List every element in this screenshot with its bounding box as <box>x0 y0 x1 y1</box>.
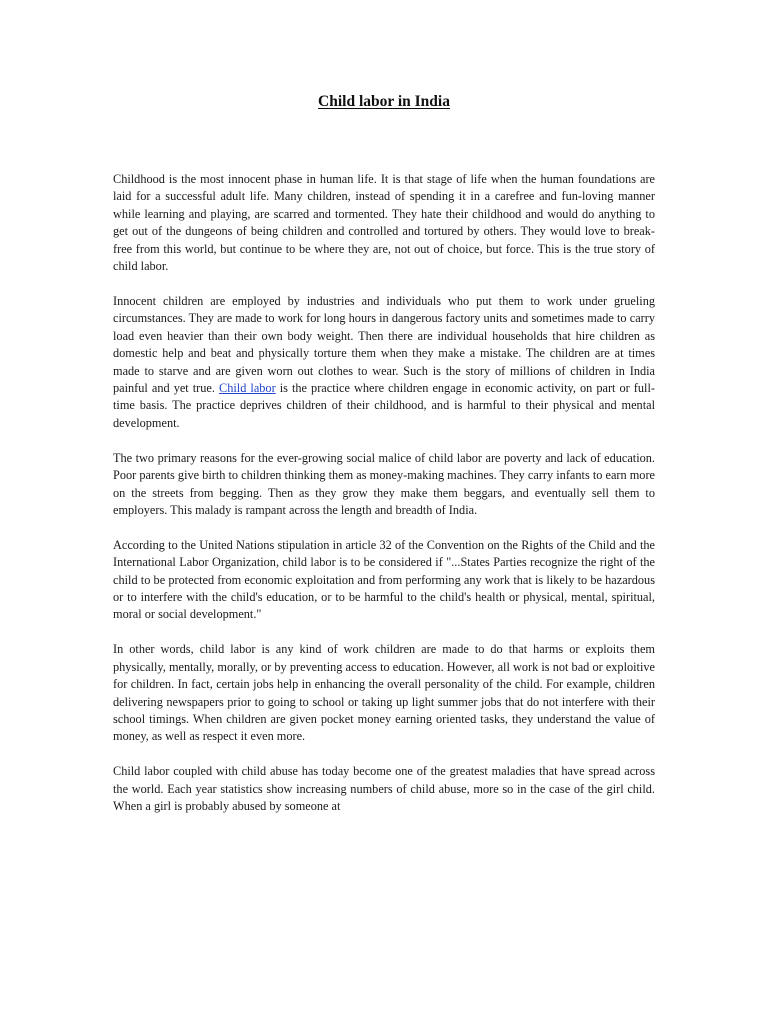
paragraph-3: The two primary reasons for the ever-growing social malice of child labor are poverty and lack of education. Poor parents give birth to children thinking them as money-making machines. They carry infants to earn more on the streets from begging. Then as they grow they make them beggars, and eventually sell them to employers. This malady is rampant across the length and breadth of India. <box>113 450 655 517</box>
paragraph-2 <box>113 293 655 432</box>
document-body <box>113 171 655 816</box>
paragraph-1: Childhood is the most innocent phase in human life. It is that stage of life when the human foundations are laid for a successful adult life. Many children, instead of spending it in a carefree and fun-loving manner while learning and playing, are scarred and tormented. They hate their childhood and would do anything to get out of the dungeons of being children and controlled and tortured by others. They would love to break-free from this world, but continue to be where they are, not out of choice, but force. This is the true story of child labor. <box>113 172 655 274</box>
child-labor-link[interactable]: Child labor <box>219 380 276 395</box>
paragraph-4: According to the United Nations stipulation in article 32 of the Convention on the Rights of the Child and the International Labor Organization, child labor is to be considered if "...States Parties recognize the right of the child to be protected from economic exploitation and from performing any work that is likely to be hazardous or to interfere with the child's education, or to be harmful to the child's health or physical, mental, spiritual, moral or social development." <box>113 537 655 622</box>
page-title-text: Child labor in India <box>318 93 450 110</box>
paragraph-6: Child labor coupled with child abuse has today become one of the greatest maladies that have spread across the world. Each year statistics show increasing numbers of child abuse, more so in the case of the girl child. When a girl is probably abused by someone at <box>113 764 655 814</box>
page-title <box>0 93 768 111</box>
paragraph-5: In other words, child labor is any kind of work children are made to do that harms or exploits them physically, mentally, morally, or by preventing access to education. However, all work is not bad or exploitive for children. In fact, certain jobs help in enhancing the overall personality of the child. For example, children delivering newspapers prior to going to school or taking up light summer jobs that do not interfere with their school timings. When children are given pocket money earning oriented tasks, they understand the value of money, as well as respect it even more. <box>113 642 655 744</box>
paragraph-2-after-link: is the practice where children engage in economic activity, on part or full-time basis. The practice deprives children of their childhood, and is harmful to their physical and mental development. <box>113 380 655 430</box>
paragraph-2-before-link: Innocent children are employed by industries and individuals who put them to work under grueling circumstances. They are made to work for long hours in dangerous factory units and sometimes made to carry load even heavier than their own body weight. Then there are individual households that hire children as domestic help and beat and physically torture them when they make a mistake. The children are at times made to starve and are given worn out clothes to wear. Such is the story of millions of children in India painful and yet true. <box>113 293 655 395</box>
